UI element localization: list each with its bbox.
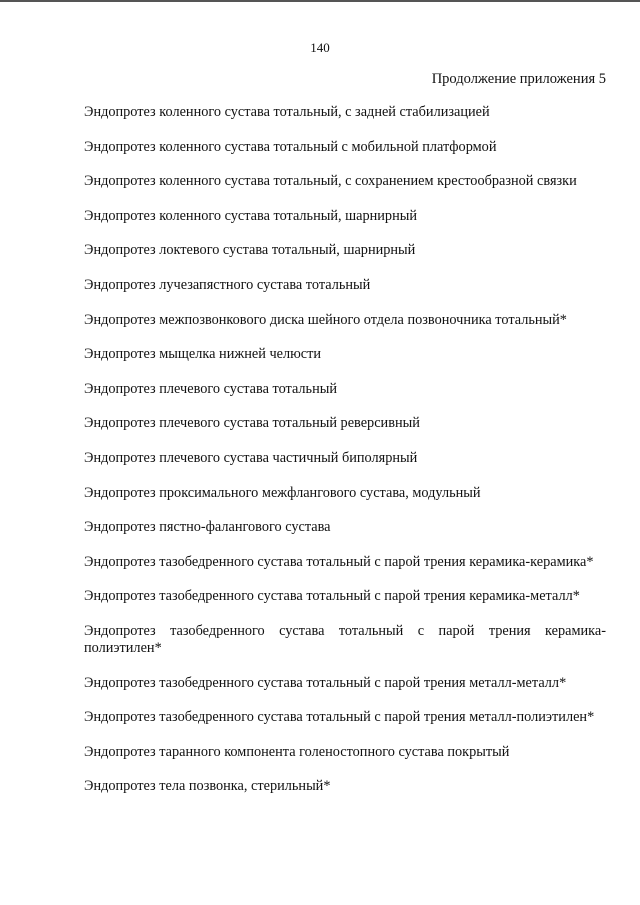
list-item: Эндопротез межпозвонкового диска шейного отдела позвоночника тотальный* [84, 311, 567, 328]
top-scan-edge [0, 0, 640, 2]
list-item: Эндопротез тазобедренного сустава тотальный с парой трения металл-полиэтилен* [84, 709, 595, 726]
list-item: Эндопротез проксимального межфлангового сустава, модульный [84, 484, 481, 501]
list-item: Эндопротез лучезапястного сустава тотальный [84, 276, 371, 293]
list-item: Эндопротез плечевого сустава частичный биполярный [84, 449, 418, 466]
list-item: Эндопротез таранного компонента голеностопного сустава покрытый [84, 743, 510, 760]
list-item: Эндопротез тазобедренного сустава тотальный с парой трения металл-металл* [84, 674, 567, 691]
page-number: 140 [310, 40, 330, 55]
list-item: Эндопротез коленного сустава тотальный, с сохранением крестообразной связки [84, 173, 577, 190]
list-item: Эндопротез мыщелка нижней челюсти [84, 346, 322, 363]
list-item: Эндопротез тазобедренного сустава тотальный с парой трения керамика-керамика* [84, 553, 594, 570]
list-item: Эндопротез тела позвонка, стерильный* [84, 778, 331, 795]
list-item: Эндопротез коленного сустава тотальный с мобильной платформой [84, 138, 497, 155]
implant-list [84, 104, 606, 813]
list-item: Эндопротез коленного сустава тотальный, с задней стабилизацией [84, 104, 490, 120]
list-item: Эндопротез пястно-фалангового сустава [84, 519, 331, 536]
list-item: Эндопротез тазобедренного сустава тотальный с парой трения керамика-полиэтилен* [84, 622, 606, 656]
list-item: Эндопротез коленного сустава тотальный, шарнирный [84, 207, 417, 224]
list-item: Эндопротез локтевого сустава тотальный, шарнирный [84, 242, 416, 259]
appendix-continuation-label: Продолжение приложения 5 [431, 71, 606, 87]
list-item: Эндопротез плечевого сустава тотальный реверсивный [84, 415, 420, 432]
list-item: Эндопротез тазобедренного сустава тотальный с парой трения керамика-металл* [84, 588, 580, 605]
list-item: Эндопротез плечевого сустава тотальный [84, 380, 337, 397]
